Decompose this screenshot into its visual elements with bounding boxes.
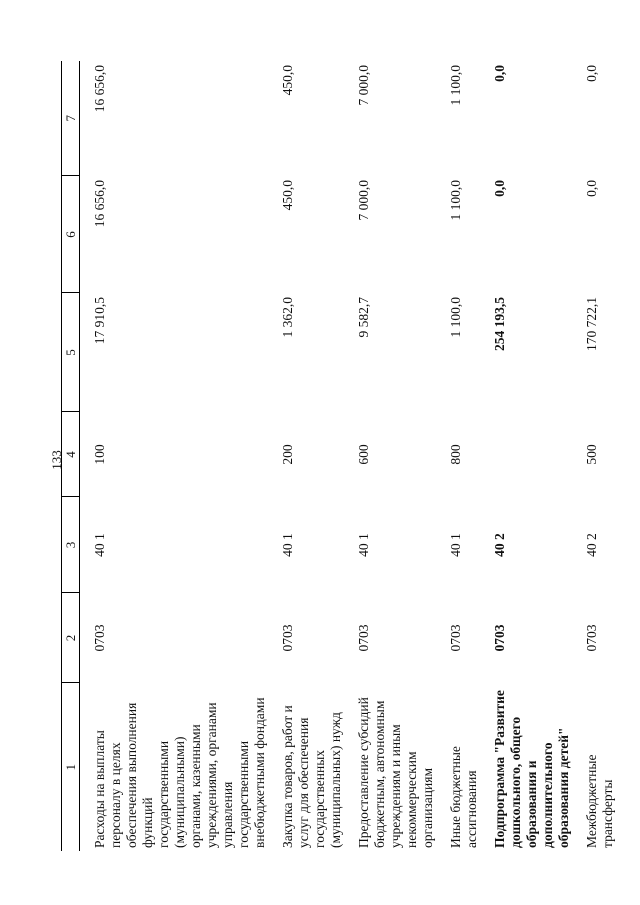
value-col5: 9 582,7 — [356, 297, 371, 338]
column-header: 5 — [62, 293, 80, 412]
column-header: 4 — [62, 412, 80, 497]
table-row — [572, 61, 616, 851]
page-number: 133 — [49, 450, 64, 470]
article-code: 40 2 — [584, 533, 599, 557]
row-name: Иные бюджетные ассигнования — [448, 746, 479, 848]
value-col6: 1 100,0 — [448, 180, 463, 221]
value-col7: 16 656,0 — [92, 65, 107, 113]
expense-type-code: 100 — [92, 444, 107, 465]
value-col6: 0,0 — [492, 180, 507, 197]
article-code: 40 1 — [280, 533, 295, 557]
table-row — [80, 61, 269, 851]
section-code: 0703 — [92, 624, 107, 652]
row-name: Расходы на выплаты персоналу в целях обеспечения выполнения функций государственными (муниципальными) органами, казенными учреждениями, органами управления государственными внебюджетными фондами — [92, 697, 267, 848]
value-col6: 16 656,0 — [92, 180, 107, 228]
article-code: 40 2 — [492, 533, 507, 557]
value-col6: 0,0 — [584, 180, 599, 197]
value-col7: 450,0 — [280, 65, 295, 96]
section-code: 0703 — [584, 624, 599, 652]
section-code: 0703 — [356, 624, 371, 652]
value-col7: 1 100,0 — [448, 65, 463, 106]
expense-type-code: 500 — [584, 444, 599, 465]
expense-type-code: 600 — [356, 444, 371, 465]
value-col5: 17 910,5 — [92, 297, 107, 345]
article-code: 40 1 — [448, 533, 463, 557]
value-col7: 7 000,0 — [356, 65, 371, 106]
value-col7: 0,0 — [584, 65, 599, 82]
column-header: 6 — [62, 176, 80, 293]
row-name: Предоставление субсидий бюджетным, автономным учреждениям и иным некоммерческим организациям — [356, 697, 435, 848]
section-code: 0703 — [280, 624, 295, 652]
row-name: Закупка товаров, работ и услуг для обеспечения государственных (муниципальных) нужд — [280, 705, 343, 848]
value-col5: 1 100,0 — [448, 297, 463, 338]
value-col6: 450,0 — [280, 180, 295, 211]
rotated-page-content — [61, 61, 615, 851]
column-header: 3 — [62, 497, 80, 593]
row-name: Межбюджетные трансферты — [584, 754, 615, 848]
article-code: 40 1 — [356, 533, 371, 557]
column-header: 2 — [62, 593, 80, 683]
value-col5: 1 362,0 — [280, 297, 295, 338]
value-col6: 7 000,0 — [356, 180, 371, 221]
table-row-subprogram — [480, 61, 572, 851]
section-code: 0703 — [448, 624, 463, 652]
expense-type-code: 200 — [280, 444, 295, 465]
budget-table — [61, 61, 616, 851]
column-header: 1 — [62, 683, 80, 851]
section-code: 0703 — [492, 624, 507, 652]
value-col7: 0,0 — [492, 65, 507, 82]
expense-type-code — [480, 412, 572, 497]
row-name: Подпрограмма "Развитие дошкольного, общего образования и дополнительного образования детей" — [492, 690, 571, 848]
table-row — [268, 61, 344, 851]
column-header: 7 — [62, 61, 80, 176]
table-row — [344, 61, 436, 851]
value-col5: 254 193,5 — [492, 297, 507, 351]
article-code: 40 1 — [92, 533, 107, 557]
column-number-row — [62, 61, 80, 851]
value-col5: 170 722,1 — [584, 297, 599, 351]
expense-type-code: 800 — [448, 444, 463, 465]
table-row — [436, 61, 480, 851]
